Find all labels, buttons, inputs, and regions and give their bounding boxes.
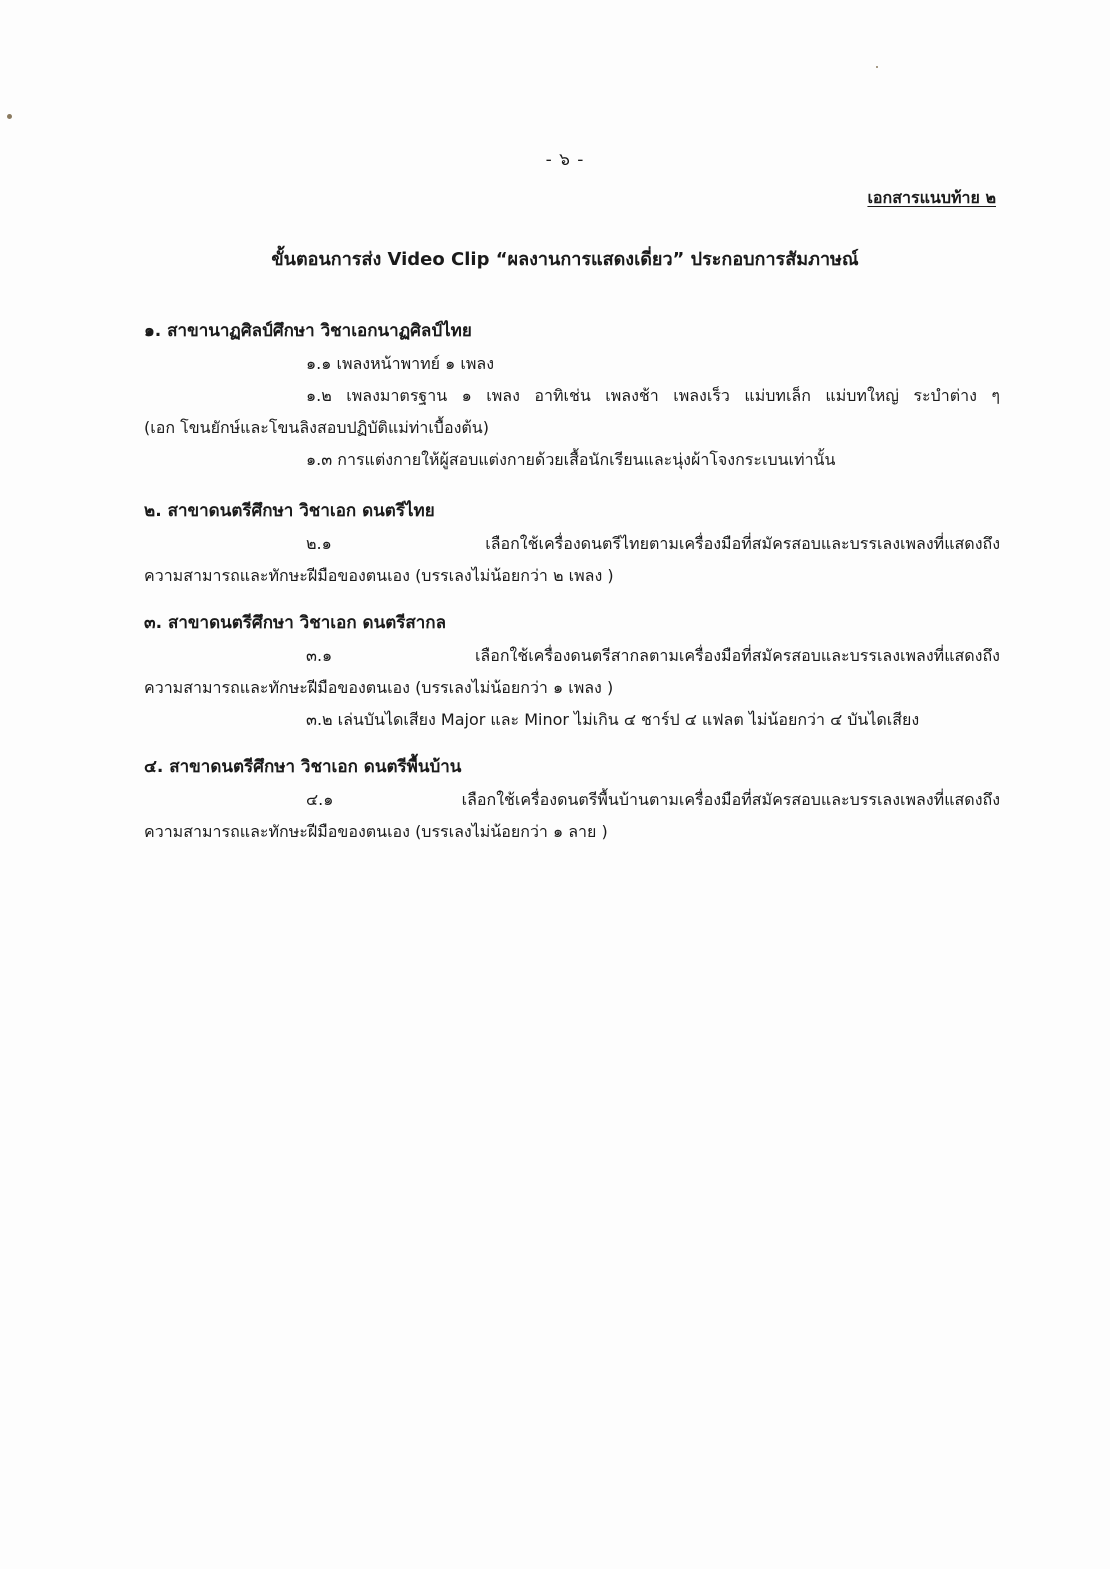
list-item-continuation: ความสามารถและทักษะฝีมือของตนเอง (บรรเลงไม่น้อยกว่า ๒ เพลง ): [144, 566, 614, 585]
section-dance-education: [144, 314, 1000, 476]
list-item: ๔.๑ เลือกใช้เครื่องดนตรีพื้นบ้านตามเครื่องมือที่สมัครสอบและบรรเลงเพลงที่แสดงถึง: [306, 790, 1000, 809]
list-item: ๓.๑ เลือกใช้เครื่องดนตรีสากลตามเครื่องมือที่สมัครสอบและบรรเลงเพลงที่แสดงถึง: [306, 646, 1000, 665]
section-heading: ๔. สาขาดนตรีศึกษา วิชาเอก ดนตรีพื้นบ้าน: [144, 757, 462, 777]
section-western-music: [144, 606, 1000, 736]
scan-speck: [7, 114, 12, 119]
page-number: - ๖ -: [545, 150, 585, 170]
list-item: ๑.๑ เพลงหน้าพาทย์ ๑ เพลง: [306, 354, 494, 373]
list-item-continuation: ความสามารถและทักษะฝีมือของตนเอง (บรรเลงไม่น้อยกว่า ๑ ลาย ): [144, 822, 608, 841]
list-item: ๓.๒ เล่นบันไดเสียง Major และ Minor ไม่เกิน ๔ ชาร์ป ๔ แฟลต ไม่น้อยกว่า ๔ บันไดเสียง: [306, 710, 920, 729]
list-item: ๒.๑ เลือกใช้เครื่องดนตรีไทยตามเครื่องมือที่สมัครสอบและบรรเลงเพลงที่แสดงถึง: [306, 534, 1000, 553]
list-item: ๑.๒ เพลงมาตรฐาน ๑ เพลง อาทิเช่น เพลงช้า เพลงเร็ว แม่บทเล็ก แม่บทใหญ่ ระบำต่าง ๆ: [306, 386, 1000, 405]
section-heading: ๓. สาขาดนตรีศึกษา วิชาเอก ดนตรีสากล: [144, 613, 446, 633]
list-item: ๑.๓ การแต่งกายให้ผู้สอบแต่งกายด้วยเสื้อนักเรียนและนุ่งผ้าโจงกระเบนเท่านั้น: [306, 450, 836, 469]
section-heading: ๒. สาขาดนตรีศึกษา วิชาเอก ดนตรีไทย: [144, 501, 435, 521]
section-heading: ๑. สาขานาฏศิลป์ศึกษา วิชาเอกนาฏศิลป์ไทย: [144, 321, 472, 341]
scan-speck: [876, 66, 878, 68]
section-folk-music: [144, 750, 1000, 848]
attachment-label: เอกสารแนบท้าย ๒: [867, 188, 996, 207]
section-thai-music: [144, 494, 1000, 592]
list-item-continuation: ความสามารถและทักษะฝีมือของตนเอง (บรรเลงไม่น้อยกว่า ๑ เพลง ): [144, 678, 614, 697]
list-item-continuation: (เอก โขนยักษ์และโขนลิงสอบปฏิบัติแม่ท่าเบื้องต้น): [144, 418, 489, 437]
document-title: ขั้นตอนการส่ง Video Clip “ผลงานการแสดงเดี่ยว” ประกอบการสัมภาษณ์: [271, 249, 859, 270]
